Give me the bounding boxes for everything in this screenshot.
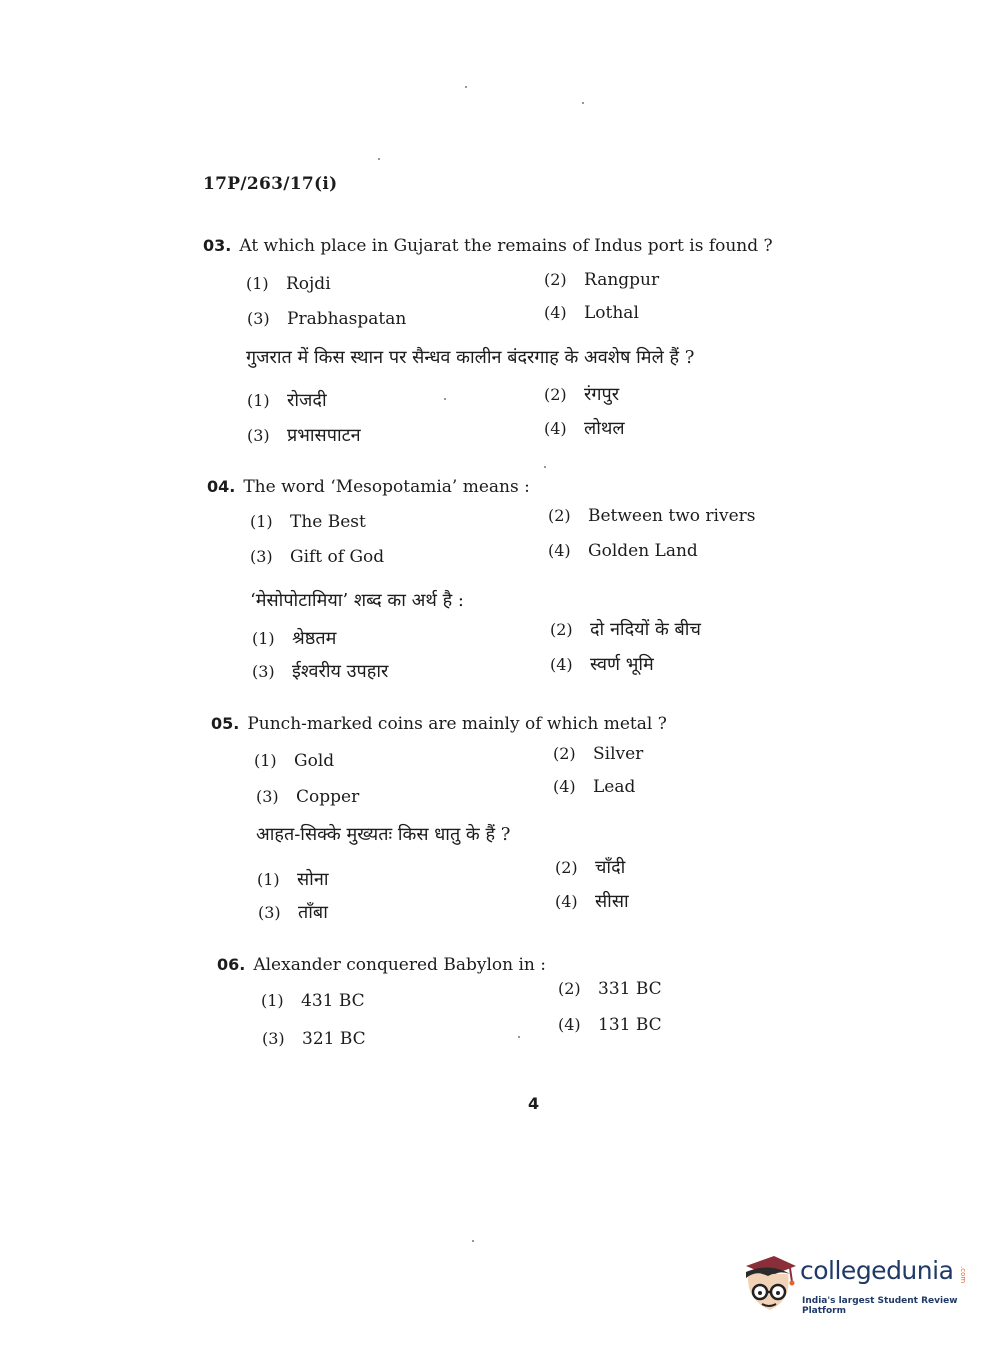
option-label: ताँबा (298, 902, 328, 923)
option-number: (1) (252, 629, 275, 648)
option-label: The Best (290, 512, 366, 532)
question-number: 04. (207, 477, 236, 496)
option-label: Silver (593, 744, 644, 764)
option-label: सोना (297, 869, 329, 890)
option-label: लोथल (584, 418, 625, 439)
option-number: (2) (544, 270, 567, 289)
option-number: (3) (256, 787, 279, 806)
question-number: 05. (211, 714, 240, 733)
scan-speck (582, 102, 584, 104)
option (261, 991, 365, 1011)
option-label: Rangpur (584, 270, 660, 290)
collegedunia-logo (740, 1252, 975, 1322)
option-label: Rojdi (286, 274, 331, 294)
option (544, 270, 659, 290)
question-text-hi: आहत-सिक्के मुख्यतः किस धातु के हैं ? (256, 824, 511, 845)
option-number: (4) (550, 655, 573, 674)
option-label: Gold (294, 751, 335, 771)
option-number: (3) (247, 309, 270, 328)
question-number: 06. (217, 955, 246, 974)
option (548, 541, 698, 561)
option-label: Copper (296, 787, 360, 807)
question-number: 03. (203, 236, 232, 255)
option-label: ईश्वरीय उपहार (292, 661, 389, 682)
option (252, 626, 336, 650)
option-number: (4) (544, 419, 567, 438)
page-number: 4 (528, 1094, 540, 1113)
option-label: Gift of God (290, 547, 385, 567)
mascot-icon (740, 1252, 798, 1318)
option-number: (1) (250, 512, 273, 531)
option-label: Lothal (584, 303, 639, 323)
question-06 (217, 955, 546, 975)
brand-suffix: .com (959, 1266, 967, 1284)
option-number: (2) (548, 506, 571, 525)
option (257, 867, 328, 891)
option (252, 659, 388, 683)
question-04 (207, 477, 530, 497)
option-number: (2) (555, 858, 578, 877)
option-label: रंगपुर (584, 384, 620, 405)
question-text-en: At which place in Gujarat the remains of Indus port is found ? (239, 236, 773, 256)
option-number: (1) (246, 274, 269, 293)
option-label: सीसा (595, 891, 629, 912)
option-number: (3) (262, 1029, 285, 1048)
option-label: चाँदी (595, 857, 626, 878)
scan-speck (472, 1240, 474, 1242)
option (262, 1029, 366, 1049)
brand-name: collegedunia (800, 1256, 954, 1285)
option (544, 416, 625, 440)
option (247, 309, 406, 329)
option-label: 431 BC (301, 991, 365, 1011)
option (548, 506, 756, 526)
option-label: 321 BC (302, 1029, 366, 1049)
option-number: (2) (553, 744, 576, 763)
option (550, 652, 654, 676)
question-text-hi: गुजरात में किस स्थान पर सैन्धव कालीन बंदरगाह के अवशेष मिले हैं ? (246, 347, 695, 368)
option (558, 1015, 662, 1035)
scan-speck (465, 86, 467, 88)
question-text-hi: ‘मेसोपोटामिया’ शब्द का अर्थ है : (250, 590, 464, 611)
option-number: (2) (544, 385, 567, 404)
option-number: (2) (550, 620, 573, 639)
option-label: 331 BC (598, 979, 662, 999)
option-number: (4) (544, 303, 567, 322)
question-text-en: Punch-marked coins are mainly of which metal ? (247, 714, 667, 734)
option (558, 979, 662, 999)
option-label: स्वर्ण भूमि (590, 654, 654, 675)
option (250, 547, 384, 567)
option-label: श्रेष्ठतम (292, 628, 337, 649)
option-number: (3) (252, 662, 275, 681)
option-label: Lead (593, 777, 636, 797)
option (247, 423, 361, 447)
brand-tagline: India's largest Student Review Platform (802, 1296, 958, 1316)
option (246, 274, 331, 294)
option-number: (3) (247, 426, 270, 445)
option (555, 855, 625, 879)
option (553, 777, 635, 797)
option-label: 131 BC (598, 1015, 662, 1035)
option-number: (1) (261, 991, 284, 1010)
option-label: प्रभासपाटन (287, 425, 361, 446)
option-label: Prabhaspatan (287, 309, 407, 329)
scan-speck (518, 1036, 520, 1038)
option-number: (4) (558, 1015, 581, 1034)
scan-speck (378, 158, 380, 160)
option-number: (2) (558, 979, 581, 998)
option (258, 900, 328, 924)
question-text-en: Alexander conquered Babylon in : (253, 955, 546, 975)
option (254, 751, 334, 771)
option-number: (1) (254, 751, 277, 770)
question-03 (203, 236, 773, 256)
option-number: (4) (548, 541, 571, 560)
option-label: Golden Land (588, 541, 698, 561)
option-label: रोजदी (287, 390, 327, 411)
option (544, 303, 639, 323)
question-05 (211, 714, 667, 734)
option-number: (3) (258, 903, 281, 922)
option-number: (4) (555, 892, 578, 911)
option (250, 512, 366, 532)
option-number: (1) (247, 391, 270, 410)
option (256, 787, 359, 807)
option (544, 382, 619, 406)
option (550, 617, 701, 641)
option (555, 889, 629, 913)
option (553, 744, 643, 764)
option-number: (4) (553, 777, 576, 796)
scan-speck (544, 466, 546, 468)
option-number: (1) (257, 870, 280, 889)
option-label: Between two rivers (588, 506, 756, 526)
option-number: (3) (250, 547, 273, 566)
question-text-en: The word ‘Mesopotamia’ means : (243, 477, 530, 497)
scan-speck (444, 398, 446, 400)
paper-code: 17P/263/17(i) (203, 174, 338, 194)
option (247, 388, 327, 412)
option-label: दो नदियों के बीच (590, 619, 701, 640)
